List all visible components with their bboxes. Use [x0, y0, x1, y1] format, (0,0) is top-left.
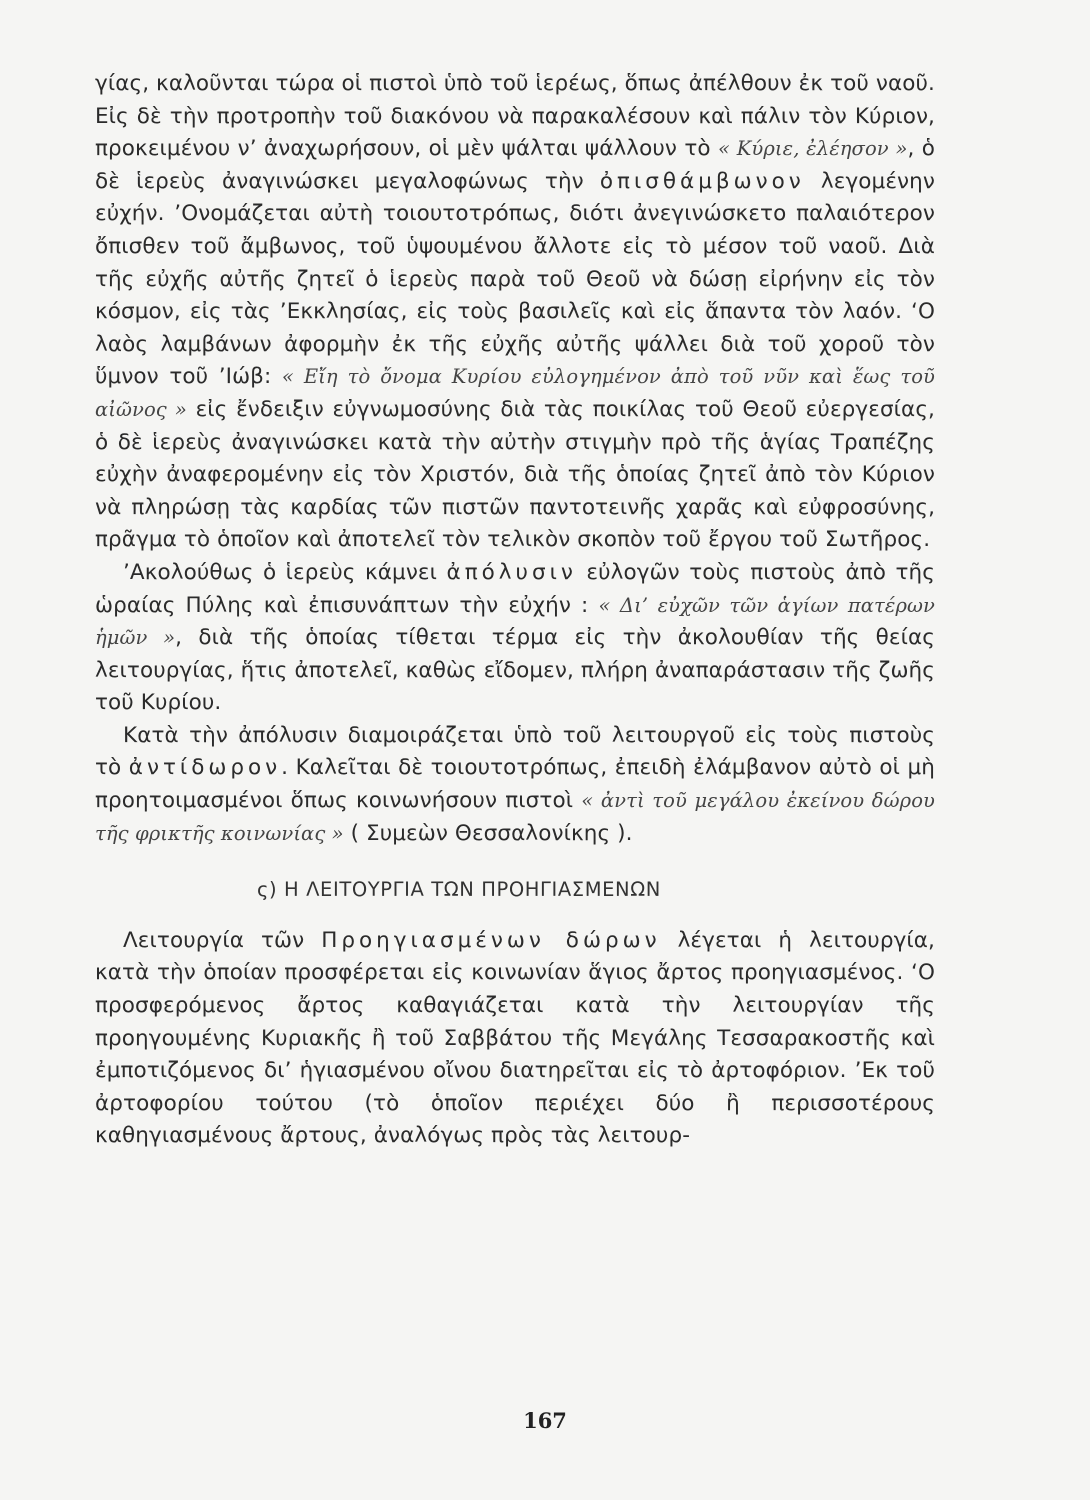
- text-run: Κατὰ τὴν ἀπόλυσιν διαμοιράζεται ὑπὸ τοῦ λειτουργοῦ εἰς τοὺς πιστοὺς τὸ: [95, 722, 935, 781]
- section-heading: ς) Η ΛΕΙΤΟΥΡΓΙΑ ΤΩΝ ΠΡΟΗΓΙΑΣΜΕΝΩΝ: [257, 878, 661, 902]
- text-run: ( Συμεὼν Θεσσαλονίκης ).: [343, 820, 633, 846]
- quote-prayer: « Δι’ εὐχῶν τῶν ἁγίων πατέρων ἡμῶν »: [95, 593, 935, 650]
- quote-symeon: « ἀντὶ τοῦ μεγάλου ἐκείνου δώρου τῆς φρικτῆς κοινωνίας »: [95, 789, 935, 845]
- text-run: Λειτουργία τῶν: [123, 927, 322, 953]
- text-run: ’Ακολούθως ὁ ἱερεὺς κάμνει: [123, 559, 447, 585]
- quote-hymn-job: « Εἴη τὸ ὄνομα Κυρίου εὐλογημένον ἀπὸ τοῦ νῦν καὶ ἕως τοῦ αἰῶνος »: [95, 365, 936, 421]
- page-number: 167: [523, 1408, 567, 1433]
- paragraph-3: [95, 720, 935, 850]
- text-run: , διὰ τῆς ὁποίας τίθεται τέρμα εἰς τὴν ἀκολουθίαν τῆς θείας λειτουργίας, ἥτις ἀποτελεῖ, καθὼς εἴδομεν, πλήρη ἀναπαράστασιν τῆς ζωῆς τοῦ Κυρίου.: [95, 625, 935, 716]
- quote-kyrie-eleison: « Κύριε, ἐλέησον »: [717, 137, 908, 161]
- spaced-term: ἀντίδωρον: [128, 755, 282, 781]
- text-run: . Καλεῖται δὲ τοιουτοτρόπως, ἐπειδὴ ἐλάμβανον αὐτὸ οἱ μὴ προητοιμασμένοι ὅπως κοινωνήσουν πιστοὶ: [95, 755, 935, 814]
- text-run: εὐλογῶν τοὺς πιστοὺς ἀπὸ τῆς ὡραίας Πύλης καὶ ἐπισυνάπτων τὴν εὐχήν :: [95, 559, 935, 618]
- text-run: , ὁ δὲ ἱερεὺς ἀναγινώσκει μεγαλοφώνως τὴν: [95, 136, 935, 194]
- text-run: λέγεται ἡ λειτουργία, κατὰ τὴν ὁποίαν προσφέρεται εἰς κοινωνίαν ἅγιος ἄρτος προηγιασμένος. ‘Ο προσφερόμενος ἄρτος καθαγιάζεται κατὰ τὴν λειτουργίαν τῆς προηγουμένης Κυριακῆς ἢ τοῦ Σαββάτου τῆς Μεγάλης Τεσσαρακοστῆς καὶ ἐμποτιζόμενος δι’ ἡγιασμένου οἴνου διατηρεῖται εἰς τὸ ἀρτοφόριον. ’Εκ τοῦ ἀρτοφορίου τούτου (τὸ ὁποῖον περιέχει δύο ἢ περισσοτέρους καθηγιασμένους ἄρτους, ἀναλόγως πρὸς τὰς λειτουρ-: [95, 927, 935, 1149]
- text-run: εἰς ἔνδειξιν εὐγνωμοσύνης διὰ τὰς ποικίλας τοῦ Θεοῦ εὐεργεσίας, ὁ δὲ ἱερεὺς ἀναγινώσκει κατὰ τὴν αὐτὴν στιγμὴν πρὸ τῆς ἁγίας Τραπέζης εὐχὴν ἀναφερομένην εἰς τὸν Χριστόν, διὰ τῆς ὁποίας ζητεῖ ἀπὸ τὸν Κύριον νὰ πληρώσῃ τὰς καρδίας τῶν πιστῶν παντοτεινῆς χαρᾶς καὶ εὐφροσύνης, πρᾶγμα τὸ ὁποῖον καὶ ἀποτελεῖ τὸν τελικὸν σκοπὸν τοῦ ἔργου τοῦ Σωτῆρος.: [95, 396, 935, 553]
- paragraph-2: [95, 557, 935, 720]
- spaced-term: ὀπισθάμβωνον: [599, 168, 805, 194]
- paragraph-1: [95, 68, 935, 557]
- spaced-term: Προηγιασμένων δώρων: [321, 927, 661, 953]
- paragraph-4: [95, 925, 935, 1153]
- text-run: γίας, καλοῦνται τώρα οἱ πιστοὶ ὑπὸ τοῦ ἱερέως, ὅπως ἀπέλθουν ἐκ τοῦ ναοῦ. Εἰς δὲ τὴν προτροπὴν τοῦ διακόνου νὰ παρακαλέσουν καὶ πάλιν τὸν Κύριον, προκειμένου ν’ ἀναχωρήσουν, οἱ μὲν ψάλται ψάλλουν τὸ: [95, 71, 935, 162]
- page-body: [95, 68, 935, 1153]
- text-run: λεγομένην εὐχήν. ’Ονομάζεται αὐτὴ τοιουτοτρόπως, διότι ἀνεγινώσκετο παλαιότερον ὄπισθεν τοῦ ἄμβωνος, τοῦ ὑψουμένου ἄλλοτε εἰς τὸ μέσον τοῦ ναοῦ. Διὰ τῆς εὐχῆς αὐτῆς ζητεῖ ὁ ἱερεὺς παρὰ τοῦ Θεοῦ νὰ δώσῃ εἰρήνην εἰς τὸν κόσμον, εἰς τὰς ’Εκκλησίας, εἰς τοὺς βασιλεῖς καὶ εἰς ἅπαντα τὸν λαόν. ‘Ο λαὸς λαμβάνων ἀφορμὴν ἐκ τῆς εὐχῆς αὐτῆς ψάλλει διὰ τοῦ χοροῦ τὸν ὕμνον τοῦ ’Ιώβ:: [95, 168, 935, 390]
- spaced-term: ἀπόλυσιν: [446, 559, 577, 585]
